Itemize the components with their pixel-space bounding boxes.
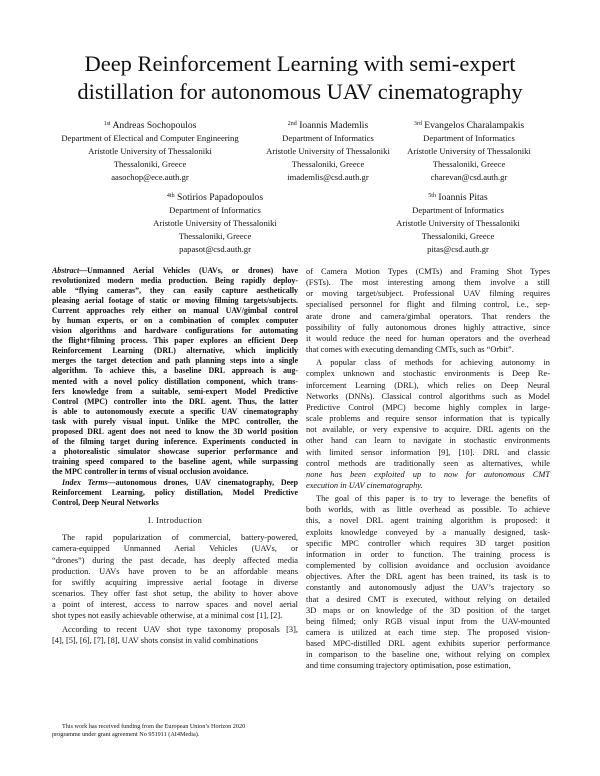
paragraph-line: specialised personnel for flight and filming control, i.e., sep- bbox=[306, 300, 550, 310]
paragraph-line: execution in UAV cinematography. bbox=[306, 480, 423, 490]
author-ordinal-suffix: nd bbox=[290, 121, 297, 127]
index-terms-line: Control, Deep Neural Networks bbox=[52, 498, 159, 508]
author-ordinal-suffix: th bbox=[431, 193, 436, 199]
abstract-line: Control (MPC) controller into the DRL agent. Thus, the latter bbox=[52, 396, 298, 406]
author-ordinal-num: 4 bbox=[166, 193, 170, 199]
author-email: imademlis@csd.auth.gr bbox=[287, 172, 369, 182]
paragraph-line: both worlds, with as little overhead as possible. To achieve bbox=[306, 505, 550, 515]
abstract-line: able “flying cameras”, they can easily capture aesthetically bbox=[52, 286, 298, 296]
paragraph-line: [4], [5], [6], [7], [8], UAV shots consist in valid combinations bbox=[52, 635, 259, 645]
abstract-line: algorithm. To achieve this, a baseline DRL approach is aug- bbox=[52, 366, 298, 376]
paragraph-line: a point of interest, access to narrow spaces and novel aerial bbox=[52, 600, 298, 610]
paragraph-line: it would reduce the need for human operators and the overhead bbox=[306, 333, 550, 343]
index-terms-label: Index Terms bbox=[62, 477, 108, 487]
paragraph-line: scenarios. They offer fast shot setup, the ability to hover above bbox=[52, 589, 298, 599]
paper-title bbox=[40, 50, 560, 106]
paragraph-line: other hand can learn to navigate in stochastic environments bbox=[306, 436, 550, 446]
paragraph-line: exploits knowledge conveyed by a manually designed, task- bbox=[306, 527, 550, 537]
abstract-line: revolutionized modern media production. Being rapidly deploy- bbox=[52, 276, 298, 286]
left-column bbox=[52, 266, 298, 646]
paragraph-line: being filmed; only RGB visual input from the UAV-mounted bbox=[306, 616, 550, 626]
abstract-line: fers knowledge from a suitable, semi-expert Model Predictive bbox=[52, 386, 298, 396]
author-city: Thessaloniki, Greece bbox=[421, 231, 495, 241]
author-ordinal-suffix: rd bbox=[416, 121, 422, 127]
author-name: Ioannis Mademlis bbox=[299, 120, 369, 131]
author-block bbox=[377, 119, 561, 184]
author-ordinal-num: 5 bbox=[428, 193, 432, 199]
paragraph-line: A popular class of methods for achieving autonomy in bbox=[316, 358, 550, 368]
author-email: pitas@csd.auth.gr bbox=[427, 244, 489, 254]
abstract-line: by human experts, or on a combination of complex computer bbox=[52, 316, 298, 326]
paragraph-line: control methods are traditionally seen as alternatives, while bbox=[306, 458, 550, 468]
abstract-line: training speed compared to the baseline agent, while surpassing bbox=[52, 456, 298, 466]
author-city: Thessaloniki, Greece bbox=[432, 159, 506, 169]
paragraph-line: of Camera Motion Types (CMTs) and Framing Shot Types bbox=[306, 267, 550, 276]
author-name: Sotirios Papadopoulos bbox=[176, 192, 264, 203]
footnote-line: This work has received funding from the European Union’s Horizon 2020 bbox=[62, 723, 246, 730]
author-name: Andreas Sochopoulos bbox=[112, 120, 197, 131]
paragraph-line: shot types not easily achievable otherwise, at a minimal cost bbox=[52, 611, 255, 621]
author-block bbox=[123, 191, 307, 256]
paragraph-line: complemented by collision avoidance and occlusion avoidance bbox=[306, 561, 550, 571]
intro-paragraph-1 bbox=[52, 532, 298, 621]
paragraph-line: camera is utilized at each time step. The proposed vision- bbox=[306, 628, 550, 637]
abstract-line: Reinforcement Learning (DRL) alternative, which implicitly bbox=[52, 346, 298, 356]
paragraph-line: [1], [2]. bbox=[256, 611, 283, 621]
paragraph-line: The goal of this paper is to try to leverage the benefits of bbox=[316, 494, 550, 504]
author-department: Department of Informatics bbox=[169, 205, 261, 215]
abstract bbox=[52, 266, 298, 477]
paragraph-line: Networks (DNNs). Classical control algorithms such as Model bbox=[306, 391, 550, 401]
paragraph-line: arate drone and camera/gimbal operators. That renders the bbox=[306, 311, 550, 321]
paragraph-line: possibility of fully autonomous drones highly attractive, since bbox=[306, 322, 550, 332]
author-ordinal-suffix: th bbox=[169, 193, 175, 199]
paragraph-line: The rapid popularization of commercial, battery-powered, bbox=[62, 533, 298, 543]
paragraph-line: complex unknown and stochastic environments is Deep Re- bbox=[306, 369, 550, 379]
author-university: Aristotle University of Thessaloniki bbox=[153, 218, 277, 228]
author-name: Evangelos Charalampakis bbox=[424, 120, 525, 131]
author-block bbox=[48, 119, 252, 184]
paragraph-line: scale problems and require sensor information that is typically bbox=[306, 414, 550, 424]
paragraph-line: production. UAVs have proven to be an affordable means bbox=[52, 566, 298, 576]
abstract-line: the MPC controller in terms of visual occlusion avoidance. bbox=[52, 466, 249, 476]
author-ordinal-suffix: st bbox=[106, 121, 111, 127]
paragraph-line: and time consuming trajectory optimisation, pose estimation, bbox=[306, 661, 511, 671]
author-email: charevan@csd.auth.gr bbox=[430, 172, 508, 182]
right-paragraph-2 bbox=[306, 357, 550, 491]
author-ordinal-num: 1 bbox=[103, 121, 107, 127]
section-heading: I. Introduction bbox=[147, 515, 203, 526]
author-department: Department of Informatics bbox=[282, 133, 374, 143]
footnote-line: programme under grant agreement No 951911 (AI4Media). bbox=[52, 731, 200, 739]
author-block bbox=[366, 191, 550, 256]
abstract-line: —Unmanned Aerial Vehicles (UAVs, or drones) have bbox=[79, 266, 298, 275]
author-ordinal-num: 3 bbox=[413, 121, 417, 127]
author-city: Thessaloniki, Greece bbox=[291, 159, 365, 169]
right-paragraph-1 bbox=[306, 266, 550, 355]
paragraph-line: based MPC-distilled DRL agent exhibits superior performance bbox=[306, 639, 550, 649]
author-email: papasot@csd.auth.gr bbox=[179, 244, 251, 254]
abstract-line: vision algorithms and hardware configurations for automating bbox=[52, 326, 298, 336]
paragraph-line: that a desired CMT is executed, without relying on detailed bbox=[306, 594, 550, 604]
paragraph-line: not available, or very expensive to acquire. DRL agents on the bbox=[306, 425, 550, 435]
title-line: Deep Reinforcement Learning with semi-expert bbox=[84, 51, 516, 76]
paragraph-line: (FSTs). The most interesting among them involve a still bbox=[306, 278, 550, 288]
abstract-line: a photorealistic simulator showcase superior performance and bbox=[52, 446, 298, 456]
abstract-line: is able to autonomously execute a specific UAV cinematography bbox=[52, 406, 298, 416]
author-department: Department of Informatics bbox=[412, 205, 504, 215]
author-ordinal-num: 2 bbox=[287, 121, 291, 127]
author-university: Aristotle University of Thessaloniki bbox=[407, 146, 531, 156]
abstract-line: proposed DRL agent does not need to know the 3D world position bbox=[52, 426, 298, 436]
abstract-line: pleasing aerial footage of static or moving filming targets/subjects. bbox=[52, 296, 298, 306]
paragraph-line: inforcement Learning (DRL), which relies on Deep Neural bbox=[306, 380, 550, 390]
abstract-label: Abstract bbox=[52, 266, 80, 275]
index-terms-line: Reinforcement Learning, policy distillation, Model Predictive bbox=[52, 488, 298, 498]
paragraph-line: none has been exploited up to now for autonomous CMT bbox=[306, 469, 550, 479]
paragraph-line: camera-equipped Unmanned Aerial Vehicles (UAVs, or bbox=[52, 544, 298, 554]
author-department: Department of Informatics bbox=[423, 133, 515, 143]
paragraph-line: or moving target/subject. Professional UAV filming requires bbox=[306, 289, 550, 299]
paragraph-line: with limited sensor information [9], [10]. DRL and classic bbox=[306, 447, 550, 457]
author-email: aasochop@ece.auth.gr bbox=[111, 172, 189, 182]
paragraph-line: information in order to function. The training process is bbox=[306, 549, 550, 559]
author-university: Aristotle University of Thessaloniki bbox=[396, 218, 520, 228]
paragraph-line: in comparison to the baseline one, without relying on complex bbox=[306, 650, 550, 660]
author-city: Thessaloniki, Greece bbox=[113, 159, 187, 169]
paragraph-line: specific MPC controller which requires 3D target position bbox=[306, 538, 550, 548]
paragraph-line: 3D maps or on knowledge of the 3D position of the target bbox=[306, 605, 550, 615]
author-university: Aristotle University of Thessaloniki bbox=[88, 146, 212, 156]
author-university: Aristotle University of Thessaloniki bbox=[266, 146, 390, 156]
paragraph-line: Predictive Control (MPC) become highly complex in large- bbox=[306, 402, 550, 412]
abstract-line: the flight+filming process. This paper explores an efficient Deep bbox=[52, 336, 298, 346]
abstract-line: Current approaches rely either on manual UAV/gimbal control bbox=[52, 306, 298, 316]
abstract-line: merges the target detection and path planning steps into a single bbox=[52, 356, 298, 366]
footnote bbox=[52, 723, 312, 740]
paragraph-line: objectives. After the DRL agent has been trained, its task is to bbox=[306, 572, 550, 582]
abstract-line: mented with a novel policy distillation component, which trans- bbox=[52, 376, 298, 386]
index-terms-line: —autonomous drones, UAV cinematography, Deep bbox=[107, 477, 299, 487]
abstract-line: task with purely visual input. Unlike the MPC controller, the bbox=[52, 416, 298, 426]
index-terms bbox=[52, 478, 298, 508]
paragraph-line: for swiftly acquiring impressive aerial footage in diverse bbox=[52, 577, 298, 587]
author-city: Thessaloniki, Greece bbox=[178, 231, 252, 241]
paragraph-line: that comes with executing demanding CMTs, such as “Orbit”. bbox=[306, 345, 514, 355]
right-paragraph-3 bbox=[306, 493, 550, 672]
paragraph-line: “drones”) during the past decade, has deeply affected media bbox=[52, 555, 298, 565]
author-department: Department of Electical and Computer Engineering bbox=[61, 133, 239, 143]
intro-paragraph-2 bbox=[52, 624, 298, 646]
paragraph-line: this, a novel DRL agent training algorithm is proposed: it bbox=[306, 516, 550, 526]
paragraph-line: constantly and autonomously adjust the UAV’s trajectory so bbox=[306, 583, 550, 593]
author-name: Ioannis Pitas bbox=[438, 192, 488, 203]
paragraph-line: According to recent UAV shot type taxonomy proposals [3], bbox=[62, 624, 298, 634]
right-column bbox=[306, 266, 550, 672]
title-line: distillation for autonomous UAV cinematography bbox=[77, 79, 523, 104]
abstract-line: of the filming target during inference. Experiments conducted in bbox=[52, 436, 298, 446]
